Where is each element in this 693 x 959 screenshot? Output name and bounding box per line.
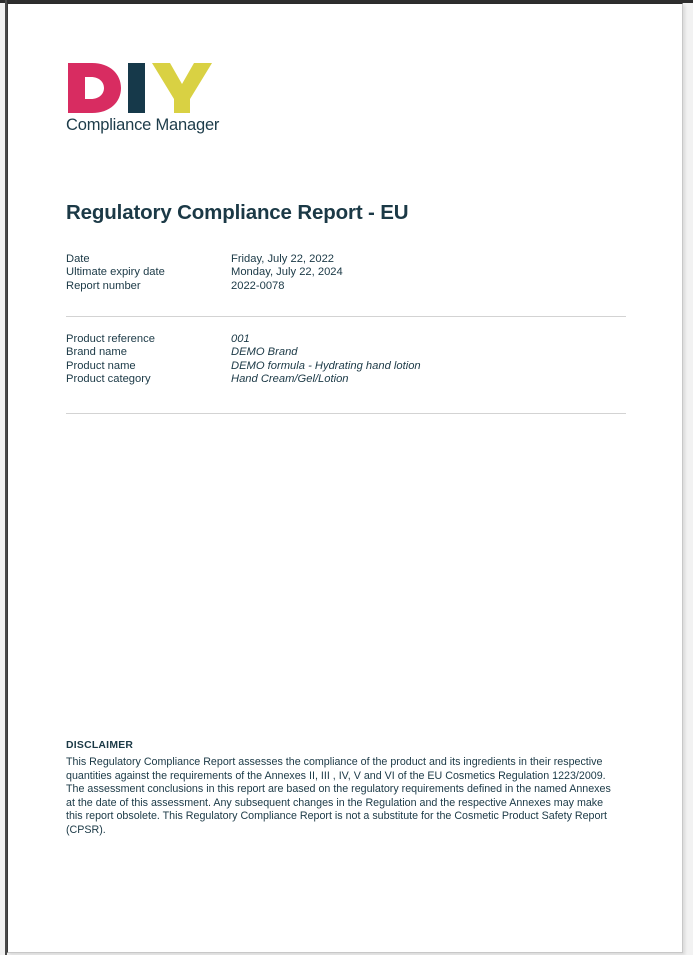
document-page bbox=[7, 3, 683, 953]
page-title: Regulatory Compliance Report - EU bbox=[66, 201, 409, 224]
meta-row bbox=[66, 373, 626, 386]
meta-label-date: Date bbox=[66, 253, 90, 265]
divider-top bbox=[66, 316, 626, 317]
meta-value-date: Friday, July 22, 2022 bbox=[231, 253, 335, 265]
meta-label-product-name: Product name bbox=[66, 359, 136, 372]
meta-row bbox=[66, 266, 626, 279]
meta-label-product-reference: Product reference bbox=[66, 333, 155, 345]
brand-logo bbox=[66, 62, 226, 135]
brand-tagline: Compliance Manager bbox=[66, 116, 220, 134]
divider-bottom bbox=[66, 413, 626, 414]
meta-value-product-reference: 001 bbox=[231, 333, 250, 345]
meta-row bbox=[66, 333, 626, 346]
meta-row bbox=[66, 253, 626, 266]
meta-value-report-number: 2022-0078 bbox=[231, 279, 285, 292]
product-details-block bbox=[66, 333, 626, 387]
meta-value-product-category: Hand Cream/Gel/Lotion bbox=[231, 373, 349, 386]
meta-value-ultimate-expiry-date: Monday, July 22, 2024 bbox=[231, 266, 343, 279]
meta-label-report-number: Report number bbox=[66, 279, 141, 292]
diy-logo-icon bbox=[66, 62, 218, 114]
meta-row bbox=[66, 360, 626, 373]
disclaimer-section bbox=[66, 740, 614, 838]
meta-value-brand-name: DEMO Brand bbox=[231, 346, 298, 359]
meta-label-brand-name: Brand name bbox=[66, 346, 127, 359]
disclaimer-heading: DISCLAIMER bbox=[66, 740, 134, 751]
document-content bbox=[8, 4, 684, 954]
meta-row bbox=[66, 280, 626, 293]
meta-label-product-category: Product category bbox=[66, 373, 151, 386]
meta-row bbox=[66, 346, 626, 359]
disclaimer-body-text: This Regulatory Compliance Report assesses the compliance of the product and its ingredients in their respective quantities against the requirements of the Annexes II, III , IV, V and VI of the EU Cosmetics Regulation 1223/2009. The assessment conclusions in this report are based on the regulatory requirements defined in the named Annexes at the date of this assessment. Any subsequent changes in the Regulation and the respective Annexes may make this report obsolete. This Regulatory Compliance Report is not a substitute for the Cosmetic Product Safety Report (CPSR). bbox=[66, 756, 611, 836]
meta-value-product-name: DEMO formula - Hydrating hand lotion bbox=[231, 359, 421, 372]
meta-label-ultimate-expiry-date: Ultimate expiry date bbox=[66, 266, 165, 279]
report-dates-block bbox=[66, 253, 626, 293]
page-bottom-edge bbox=[0, 955, 693, 959]
